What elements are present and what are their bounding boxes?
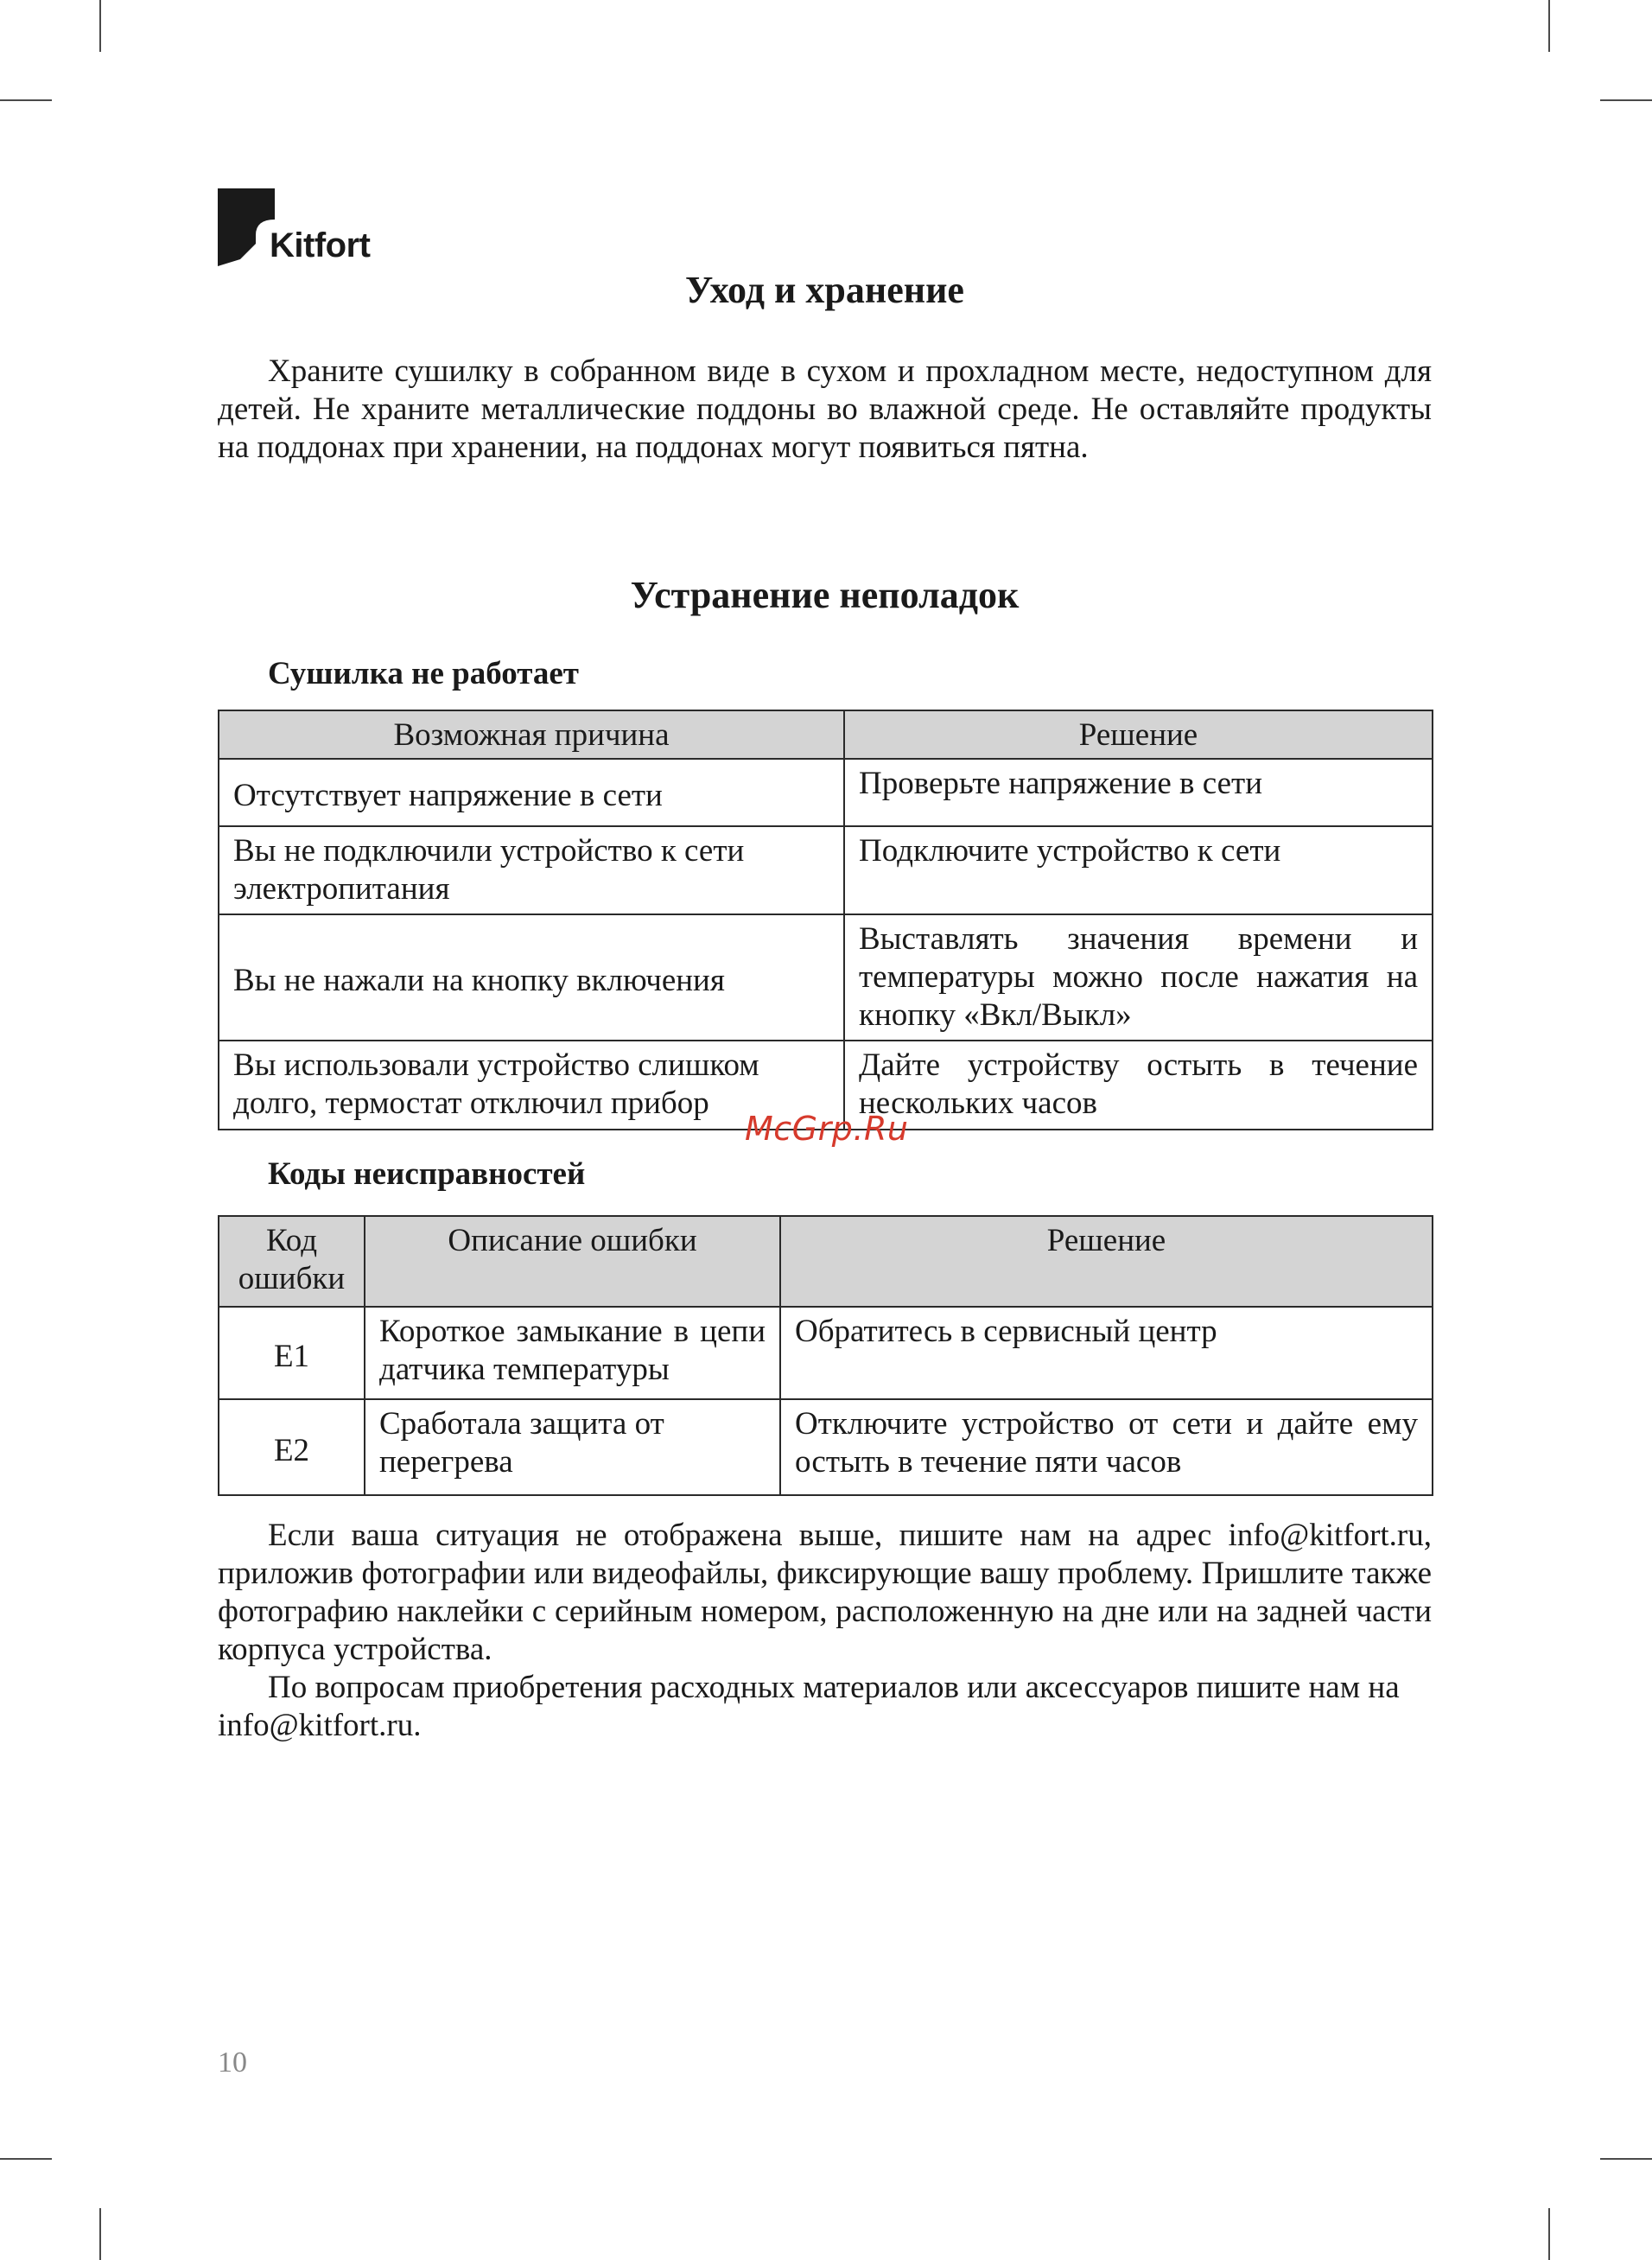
solution-cell: Проверьте напряжение в сети bbox=[844, 759, 1433, 826]
solution-cell: Дайте устройству остыть в течение нескольких часов bbox=[844, 1041, 1433, 1130]
crop-mark bbox=[99, 0, 101, 52]
watermark: McGrp.Ru bbox=[745, 1110, 909, 1148]
contact-paragraph-1: Если ваша ситуация не отображена выше, пишите нам на адрес info@kitfort.ru, приложив фотографии или видеофайлы, фиксирующие вашу проблему. Пришлите также фотографию наклейки с серийным номером, расположенную на дне или на задней части корпуса устройства. bbox=[218, 1518, 1432, 1667]
error-description-cell: Сработала защита от перегрева bbox=[365, 1399, 780, 1495]
table-row bbox=[219, 1399, 1433, 1495]
table-row bbox=[219, 826, 1433, 914]
crop-mark bbox=[0, 99, 52, 101]
column-header-code: Код ошибки bbox=[219, 1216, 365, 1307]
column-header-description: Описание ошибки bbox=[365, 1216, 780, 1307]
table-header-row bbox=[219, 710, 1433, 759]
solution-cell: Подключите устройство к сети bbox=[844, 826, 1433, 914]
error-codes-table bbox=[218, 1215, 1433, 1496]
troubleshooting-title: Устранение неполадок bbox=[630, 574, 1020, 616]
table-row bbox=[219, 759, 1433, 826]
table-row bbox=[219, 1307, 1433, 1399]
crop-mark bbox=[99, 2208, 101, 2260]
error-code-cell: E1 bbox=[219, 1307, 365, 1399]
care-paragraph: Храните сушилку в собранном виде в сухом и прохладном месте, недоступном для детей. Не храните металлические поддоны во влажной среде. Не оставляйте продукты на поддонах при хранении, на поддонах могут появиться пятна. bbox=[218, 353, 1432, 465]
table-header-row bbox=[219, 1216, 1433, 1307]
column-header-solution: Решение bbox=[780, 1216, 1433, 1307]
crop-mark bbox=[1600, 99, 1652, 101]
kitfort-logo bbox=[218, 188, 382, 271]
cause-cell: Вы использовали устройство слишком долго, термостат отключил прибор bbox=[219, 1041, 844, 1130]
crop-mark bbox=[1548, 2208, 1550, 2260]
page-number: 10 bbox=[218, 2047, 247, 2079]
error-solution-cell: Отключите устройство от сети и дайте ему остыть в течение пяти часов bbox=[780, 1399, 1433, 1495]
column-header-solution: Решение bbox=[844, 710, 1433, 759]
care-title: Уход и хранение bbox=[685, 269, 964, 311]
solution-cell: Выставлять значения времени и температуры можно после нажатия на кнопку «Вкл/Выкл» bbox=[844, 914, 1433, 1041]
crop-mark bbox=[1600, 2158, 1652, 2160]
table-row bbox=[219, 914, 1433, 1041]
error-description-cell: Короткое замыкание в цепи датчика температуры bbox=[365, 1307, 780, 1399]
crop-mark bbox=[1548, 0, 1550, 52]
cause-cell: Отсутствует напряжение в сети bbox=[219, 759, 844, 826]
error-code-cell: E2 bbox=[219, 1399, 365, 1495]
not-working-subtitle: Сушилка не работает bbox=[268, 656, 579, 691]
cause-cell: Вы не подключили устройство к сети электропитания bbox=[219, 826, 844, 914]
error-solution-cell: Обратитесь в сервисный центр bbox=[780, 1307, 1433, 1399]
crop-mark bbox=[0, 2158, 52, 2160]
cause-cell: Вы не нажали на кнопку включения bbox=[219, 914, 844, 1041]
not-working-table bbox=[218, 710, 1433, 1130]
error-codes-subtitle: Коды неисправностей bbox=[268, 1156, 586, 1192]
contact-paragraph-2: По вопросам приобретения расходных материалов или аксессуаров пишите нам на info@kitfort.ru. bbox=[218, 1670, 1400, 1743]
logo-text: Kitfort bbox=[270, 226, 371, 264]
column-header-cause: Возможная причина bbox=[219, 710, 844, 759]
